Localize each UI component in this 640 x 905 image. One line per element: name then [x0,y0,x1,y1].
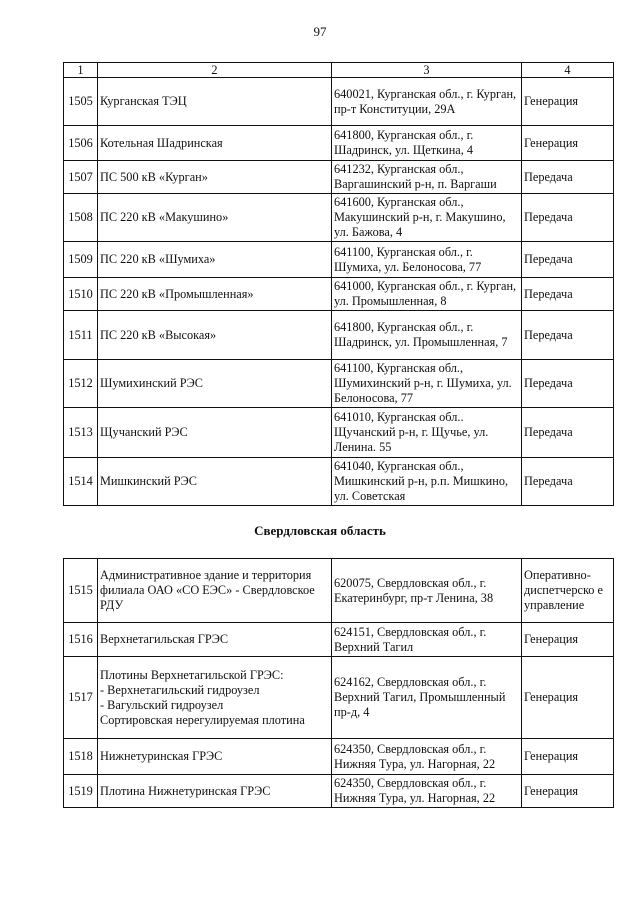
table-row [64,194,614,242]
facility-address: 641100, Курганская обл., г. Шумиха, ул. Белоносова, 77 [332,242,522,278]
facility-name: Плотина Нижнетуринская ГРЭС [98,775,332,808]
activity-type: Оперативно-диспетчерско е управление [522,559,614,623]
facility-name: ПС 220 кВ «Шумиха» [98,242,332,278]
facility-address: 624162, Свердловская обл., г. Верхний Тагил, Промышленный пр-д, 4 [332,657,522,739]
facilities-table-sverdlovsk [63,558,614,808]
row-number: 1512 [64,360,98,408]
table-row [64,360,614,408]
name-line: - Вагульский гидроузел [100,697,224,712]
table-row [64,126,614,161]
facility-name: ПС 220 кВ «Промышленная» [98,278,332,311]
facility-address: 624151, Свердловская обл., г. Верхний Тагил [332,623,522,657]
activity-type: Генерация [522,739,614,775]
table-header-row [64,63,614,78]
activity-type: Генерация [522,126,614,161]
activity-type: Генерация [522,623,614,657]
header-col-4: 4 [522,63,614,78]
name-line: Сортировская нерегулируемая плотина [100,712,305,727]
table-row [64,458,614,506]
facility-address: 641010, Курганская обл.. Щучанский р-н, г. Щучье, ул. Ленина. 55 [332,408,522,458]
row-number: 1517 [64,657,98,739]
table-row [64,242,614,278]
row-number: 1507 [64,161,98,194]
activity-type: Передача [522,278,614,311]
table-row [64,278,614,311]
facility-address: 641800, Курганская обл., г. Шадринск, ул. Промышленная, 7 [332,311,522,360]
name-line: Плотины Верхнетагильской ГРЭС: [100,667,284,682]
facility-address: 641800, Курганская обл., г. Шадринск, ул. Щеткина, 4 [332,126,522,161]
facility-name [98,657,332,739]
facility-name: ПС 220 кВ «Высокая» [98,311,332,360]
activity-type: Генерация [522,775,614,808]
row-number: 1513 [64,408,98,458]
facility-address: 620075, Свердловская обл., г. Екатеринбург, пр-т Ленина, 38 [332,559,522,623]
facility-name: Щучанский РЭС [98,408,332,458]
row-number: 1509 [64,242,98,278]
facility-address: 641000, Курганская обл., г. Курган, ул. Промышленная, 8 [332,278,522,311]
table-row [64,623,614,657]
facilities-table-kurgan [63,62,614,506]
facility-name: Верхнетагильская ГРЭС [98,623,332,657]
facility-address: 641100, Курганская обл., Шумихинский р-н, г. Шумиха, ул. Белоносова, 77 [332,360,522,408]
activity-type: Генерация [522,78,614,126]
page-number: 97 [313,24,327,39]
row-number: 1515 [64,559,98,623]
table-row [64,78,614,126]
region-title: Свердловская область [254,523,386,538]
facility-name: Мишкинский РЭС [98,458,332,506]
facility-name: Котельная Шадринская [98,126,332,161]
name-line: - Верхнетагильский гидроузел [100,682,260,697]
facility-name: Административное здание и территория филиала ОАО «СО ЕЭС» - Свердловское РДУ [98,559,332,623]
row-number: 1508 [64,194,98,242]
row-number: 1519 [64,775,98,808]
activity-type: Передача [522,161,614,194]
facility-name: Курганская ТЭЦ [98,78,332,126]
row-number: 1510 [64,278,98,311]
facility-name: ПС 500 кВ «Курган» [98,161,332,194]
activity-type: Передача [522,408,614,458]
row-number: 1511 [64,311,98,360]
facility-name: ПС 220 кВ «Макушино» [98,194,332,242]
facility-name: Нижнетуринская ГРЭС [98,739,332,775]
header-col-1: 1 [64,63,98,78]
activity-type: Генерация [522,657,614,739]
table-row [64,161,614,194]
header-col-3: 3 [332,63,522,78]
activity-type: Передача [522,311,614,360]
facility-address: 640021, Курганская обл., г. Курган, пр-т Конституции, 29А [332,78,522,126]
facility-address: 624350, Свердловская обл., г. Нижняя Тура, ул. Нагорная, 22 [332,775,522,808]
row-number: 1518 [64,739,98,775]
facility-address: 624350, Свердловская обл., г. Нижняя Тура, ул. Нагорная, 22 [332,739,522,775]
table-row [64,657,614,739]
table-row [64,408,614,458]
row-number: 1514 [64,458,98,506]
activity-type: Передача [522,360,614,408]
table-row [64,559,614,623]
table-row [64,775,614,808]
facility-name: Шумихинский РЭС [98,360,332,408]
activity-type: Передача [522,194,614,242]
table-row [64,739,614,775]
row-number: 1505 [64,78,98,126]
activity-type: Передача [522,242,614,278]
row-number: 1516 [64,623,98,657]
header-col-2: 2 [98,63,332,78]
activity-type: Передача [522,458,614,506]
facility-address: 641600, Курганская обл., Макушинский р-н, г. Макушино, ул. Бажова, 4 [332,194,522,242]
row-number: 1506 [64,126,98,161]
facility-address: 641040, Курганская обл., Мишкинский р-н, р.п. Мишкино, ул. Советская [332,458,522,506]
facility-address: 641232, Курганская обл., Варгашинский р-н, п. Варгаши [332,161,522,194]
table-row [64,311,614,360]
